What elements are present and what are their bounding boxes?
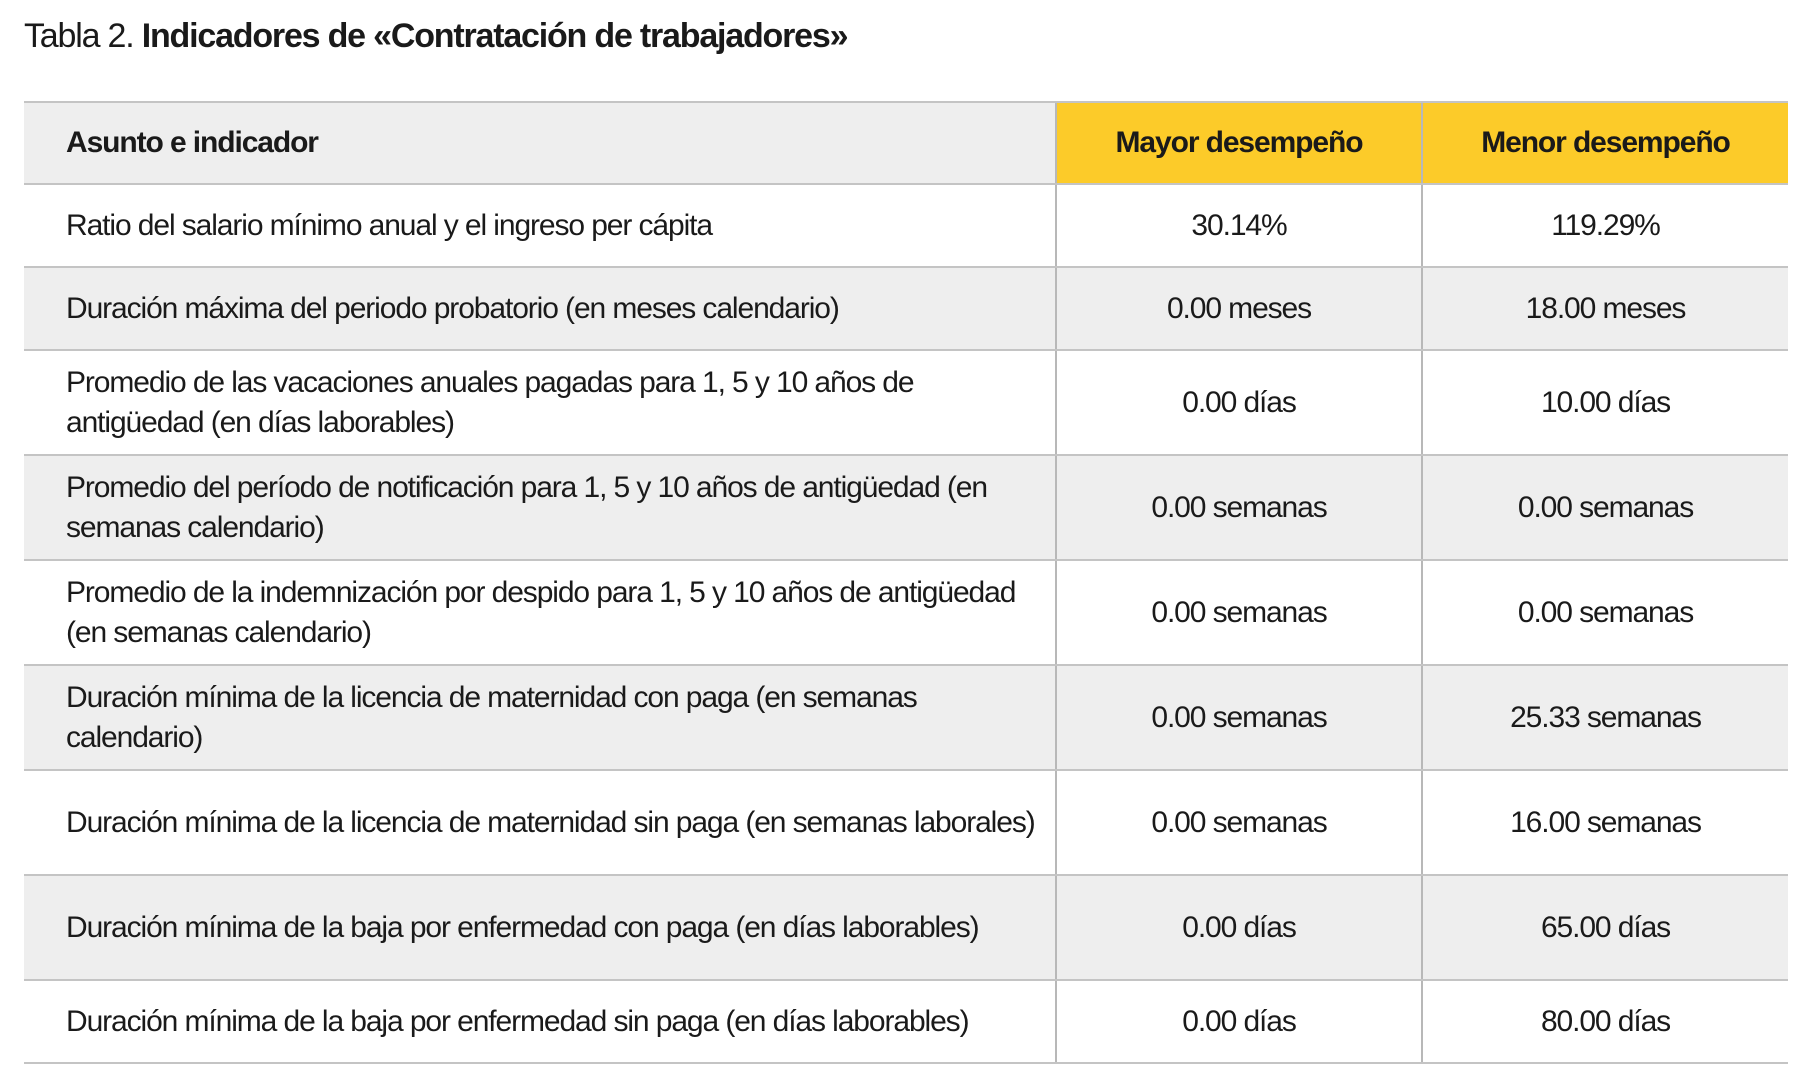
indicator-cell: Promedio de las vacaciones anuales pagadas para 1, 5 y 10 años de antigüedad (en días laborables) [24,350,1056,455]
indicator-cell: Ratio del salario mínimo anual y el ingreso per cápita [24,184,1056,267]
table-row [24,455,1788,560]
table-row [24,560,1788,665]
worst-value-cell: 25.33 semanas [1422,665,1788,770]
table-caption: Indicadores de «Contratación de trabajadores» [141,17,848,55]
header-row [24,102,1788,184]
table-row [24,184,1788,267]
best-value-cell: 0.00 días [1056,350,1422,455]
table-row [24,980,1788,1063]
header-worst-performance: Menor desempeño [1422,102,1788,184]
table-row [24,875,1788,980]
table-number: Tabla 2. [24,17,142,55]
indicator-cell: Duración mínima de la baja por enfermedad con paga (en días laborables) [24,875,1056,980]
best-value-cell: 0.00 días [1056,875,1422,980]
header-indicator: Asunto e indicador [24,102,1056,184]
best-value-cell: 30.14% [1056,184,1422,267]
worst-value-cell: 18.00 meses [1422,267,1788,350]
worst-value-cell: 0.00 semanas [1422,560,1788,665]
best-value-cell: 0.00 semanas [1056,770,1422,875]
worst-value-cell: 16.00 semanas [1422,770,1788,875]
indicator-cell: Duración mínima de la baja por enfermedad sin paga (en días laborables) [24,980,1056,1063]
table-row [24,350,1788,455]
table-row [24,267,1788,350]
worst-value-cell: 65.00 días [1422,875,1788,980]
worst-value-cell: 10.00 días [1422,350,1788,455]
best-value-cell: 0.00 días [1056,980,1422,1063]
indicator-cell: Promedio de la indemnización por despido para 1, 5 y 10 años de antigüedad (en semanas calendario) [24,560,1056,665]
best-value-cell: 0.00 semanas [1056,455,1422,560]
worst-value-cell: 80.00 días [1422,980,1788,1063]
best-value-cell: 0.00 semanas [1056,665,1422,770]
worst-value-cell: 119.29% [1422,184,1788,267]
table-row [24,665,1788,770]
indicator-cell: Duración mínima de la licencia de maternidad con paga (en semanas calendario) [24,665,1056,770]
best-value-cell: 0.00 meses [1056,267,1422,350]
indicators-table [24,101,1788,1064]
best-value-cell: 0.00 semanas [1056,560,1422,665]
table-row [24,770,1788,875]
worst-value-cell: 0.00 semanas [1422,455,1788,560]
indicator-cell: Duración máxima del periodo probatorio (en meses calendario) [24,267,1056,350]
indicator-cell: Duración mínima de la licencia de maternidad sin paga (en semanas laborales) [24,770,1056,875]
table-title [24,14,847,58]
indicator-cell: Promedio del período de notificación para 1, 5 y 10 años de antigüedad (en semanas calendario) [24,455,1056,560]
header-best-performance: Mayor desempeño [1056,102,1422,184]
